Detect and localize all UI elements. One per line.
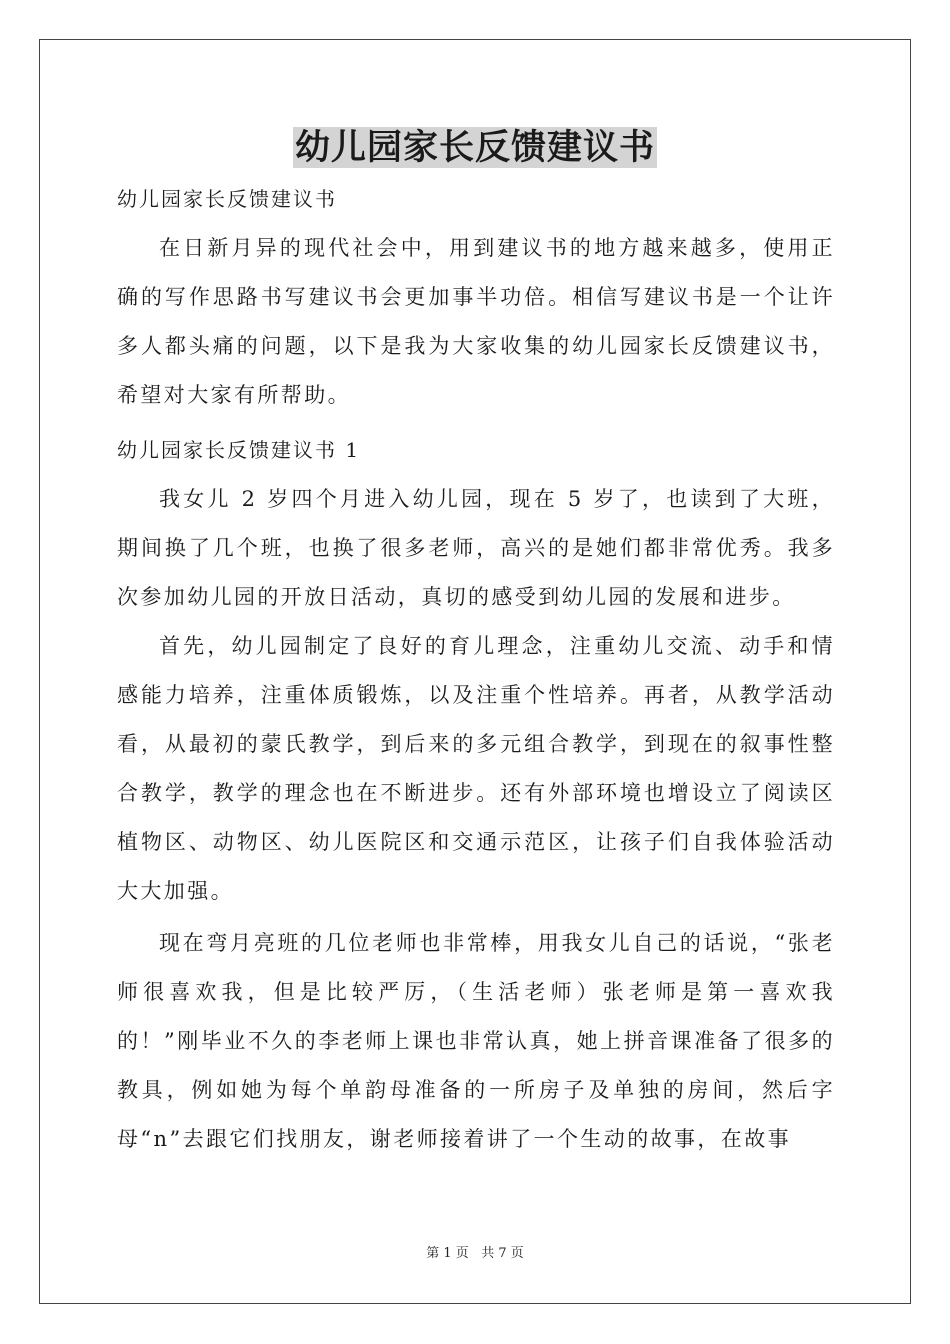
document-title [0, 124, 950, 172]
page-number-footer: 第 1 页 共 7 页 [426, 1246, 524, 1261]
intro-paragraph: 在日新月异的现代社会中，用到建议书的地方越来越多，使用正确的写作思路书写建议书会更加事半功倍。相信写建议书是一个让许多人都头痛的问题，以下是我为大家收集的幼儿园家长反馈建议书，希望对大家有所帮助。 [117, 236, 835, 407]
document-title-text: 幼儿园家长反馈建议书 [294, 127, 655, 168]
document-subtitle: 幼儿园家长反馈建议书 [117, 187, 337, 211]
body-paragraph-1: 我女儿 2 岁四个月进入幼儿园，现在 5 岁了，也读到了大班，期间换了几个班，也换了很多老师，高兴的是她们都非常优秀。我多次参加幼儿园的开放日活动，真切的感受到幼儿园的发展和进步。 [117, 487, 835, 609]
body-paragraph-3: 现在弯月亮班的几位老师也非常棒，用我女儿自己的话说，“张老师很喜欢我，但是比较严厉，（生活老师）张老师是第一喜欢我的！”刚毕业不久的李老师上课也非常认真，她上拼音课准备了很多的教具，例如她为每个单韵母准备的一所房子及单独的房间，然后字母“n”去跟它们找朋友，谢老师接着讲了一个生动的故事，在故事 [117, 931, 835, 1151]
section-heading: 幼儿园家长反馈建议书 1 [117, 438, 361, 462]
body-paragraph-2: 首先，幼儿园制定了良好的育儿理念，注重幼儿交流、动手和情感能力培养，注重体质锻炼，以及注重个性培养。再者，从教学活动看，从最初的蒙氏教学，到后来的多元组合教学，到现在的叙事性整合教学，教学的理念也在不断进步。还有外部环境也增设立了阅读区植物区、动物区、幼儿医院区和交通示范区，让孩子们自我体验活动大大加强。 [117, 634, 835, 903]
